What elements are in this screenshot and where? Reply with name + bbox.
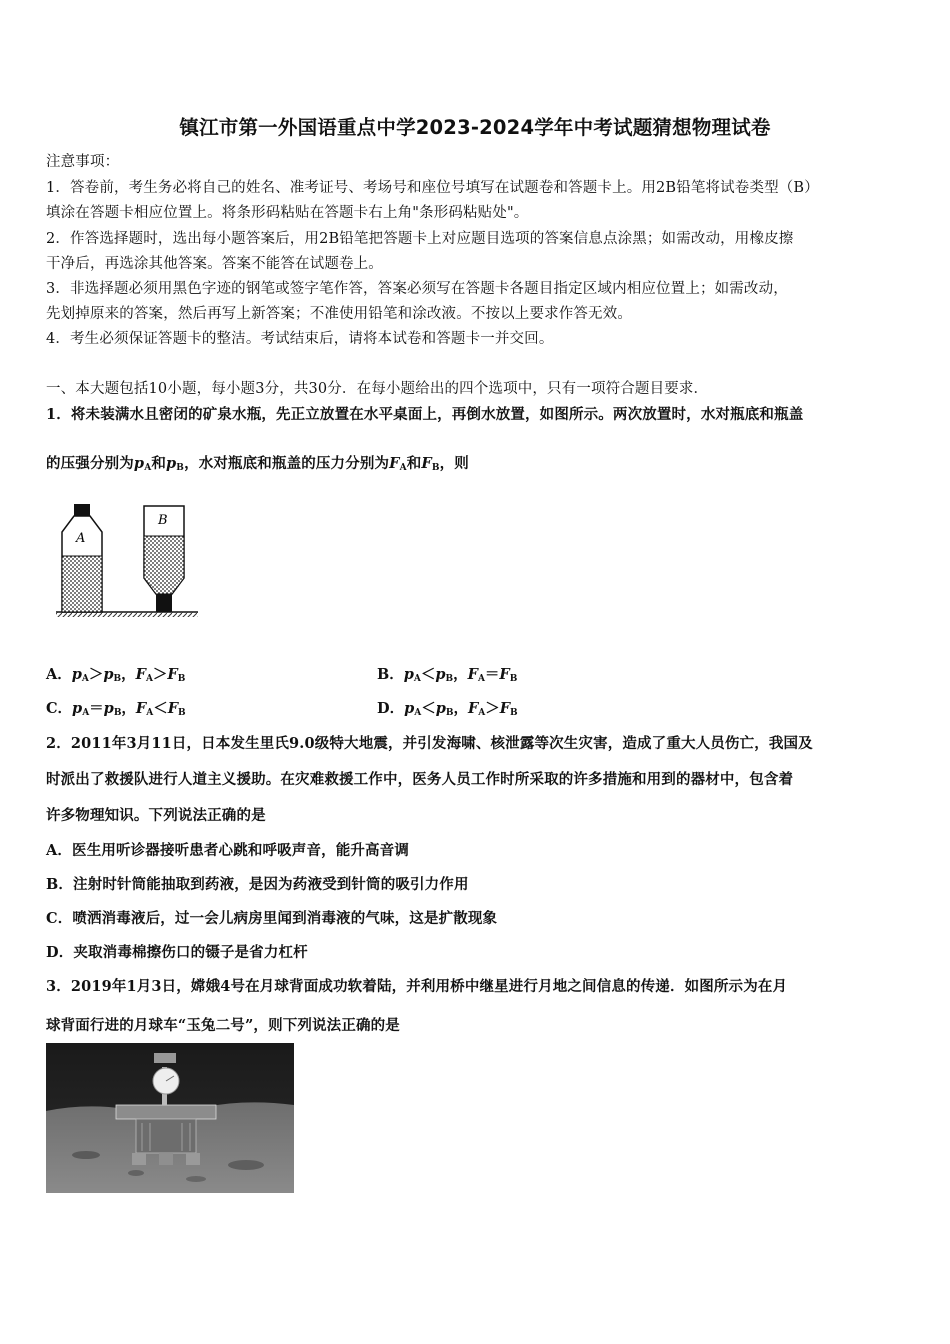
q1-option-c[interactable]: C．$p_A=p_B$，$F_A<F_B$ — [46, 700, 186, 718]
question-2-stem: 2．2011年3月11日，日本发生里氏9.0级特大地震，并引发海啸、核泄露等次生灾害，造成了重大人员伤亡，我国及 — [46, 735, 813, 752]
section-heading: 一、本大题包括10小题，每小题3分，共30分．在每小题给出的四个选项中，只有一项符合题目要求． — [46, 381, 709, 397]
bottles-figure — [52, 498, 202, 620]
question-3-stem: 3．2019年1月3日，嫦娥4号在月球背面成功软着陆，并利用桥中继星进行月地之间信息的传递．如图所示为在月 — [46, 978, 788, 995]
question-2-stem: 许多物理知识。下列说法正确的是 — [46, 807, 266, 824]
page-title: 镇江市第一外国语重点中学2023-2024学年中考试题猜想物理试卷 — [179, 116, 771, 139]
bottle-a-label: A — [76, 531, 86, 546]
notice-line: 干净后，再选涂其他答案。答案不能答在试题卷上。 — [46, 256, 383, 272]
bottle-b-label: B — [158, 513, 168, 528]
lunar-rover-photo — [46, 1043, 294, 1193]
q1-option-b[interactable]: B．$p_A<p_B$，$F_A=F_B$ — [377, 666, 518, 684]
question-1-stem-line2: 的压强分别为$p_A$和$p_B$，水对瓶底和瓶盖的压力分别为$F_A$和$F_B$，则 — [46, 455, 469, 473]
notice-line: 2．作答选择题时，选出每小题答案后，用2B铅笔把答题卡上对应题目选项的答案信息点涂黑；如需改动，用橡皮擦 — [46, 231, 794, 247]
notice-line: 3．非选择题必须用黑色字迹的钢笔或签字笔作答，答案必须写在答题卡各题目指定区域内相应位置上；如需改动， — [46, 281, 788, 297]
q2-option-b[interactable]: B．注射时针筒能抽取到药液，是因为药液受到针筒的吸引力作用 — [46, 876, 469, 893]
question-1-stem: 1．将未装满水且密闭的矿泉水瓶，先正立放置在水平桌面上，再倒水放置，如图所示。两次放置时，水对瓶底和瓶盖 — [46, 406, 804, 423]
q2-option-d[interactable]: D．夹取消毒棉擦伤口的镊子是省力杠杆 — [46, 944, 308, 961]
q1-option-d[interactable]: D．$p_A<p_B$，$F_A>F_B$ — [377, 700, 518, 718]
notice-line: 4．考生必须保证答题卡的整洁。考试结束后，请将本试卷和答题卡一并交回。 — [46, 331, 554, 347]
question-2-stem: 时派出了救援队进行人道主义援助。在灾难救援工作中，医务人员工作时所采取的许多措施和用到的器材中，包含着 — [46, 771, 794, 788]
q1-option-a[interactable]: A．$p_A>p_B$，$F_A>F_B$ — [46, 666, 186, 684]
notice-line: 1．答卷前，考生务必将自己的姓名、准考证号、考场号和座位号填写在试题卷和答题卡上。用2B铅笔将试卷类型（B） — [46, 180, 819, 196]
question-3-stem: 球背面行进的月球车“玉兔二号”，则下列说法正确的是 — [46, 1017, 400, 1034]
notice-line: 填涂在答题卡相应位置上。将条形码粘贴在答题卡右上角"条形码粘贴处"。 — [46, 205, 529, 221]
notice-heading: 注意事项： — [46, 154, 120, 170]
q2-option-a[interactable]: A．医生用听诊器接听患者心跳和呼吸声音，能升高音调 — [46, 842, 409, 859]
q2-option-c[interactable]: C．喷洒消毒液后，过一会儿病房里闻到消毒液的气味，这是扩散现象 — [46, 910, 498, 927]
notice-line: 先划掉原来的答案，然后再写上新答案；不准使用铅笔和涂改液。不按以上要求作答无效。 — [46, 306, 632, 322]
